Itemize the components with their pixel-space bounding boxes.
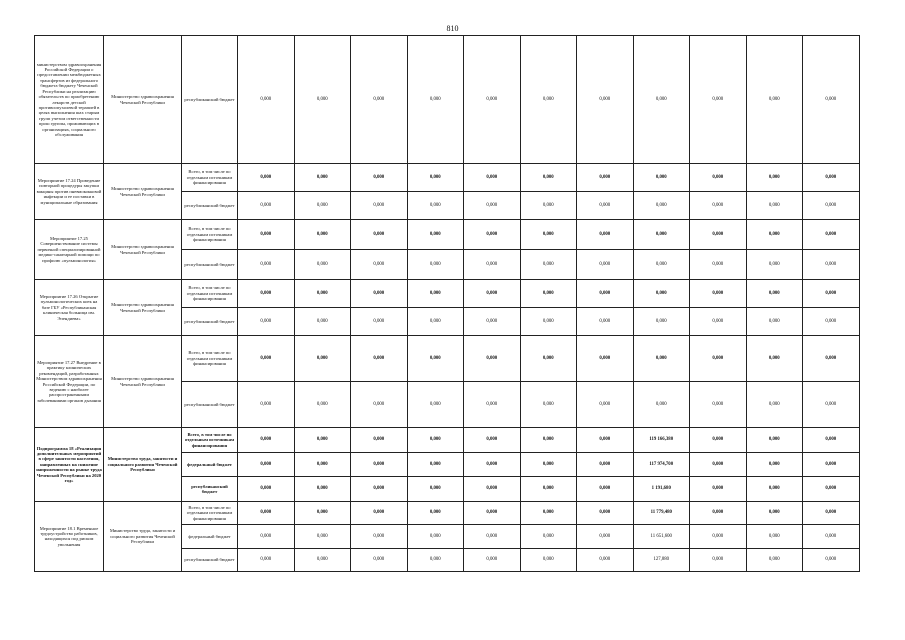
value-cell: 0,000 <box>351 36 408 164</box>
value-cell: 0,000 <box>577 548 634 571</box>
value-cell: 0,000 <box>746 164 803 192</box>
value-cell: 0,000 <box>577 525 634 548</box>
executor-cell: Министерство здравоохранения Чеченской Республики <box>104 164 182 220</box>
value-cell: 0,000 <box>746 477 803 502</box>
value-cell: 0,000 <box>803 192 860 220</box>
executor-cell: Министерство здравоохранения Чеченской Республики <box>104 36 182 164</box>
activity-name-cell: министерством здравоохранения Российской Федерации о предоставлении межбюджетных трансфертов из федерального бюджета бюджету Чеченской Республики на реализацию обязательств по приобретению лекарств детской противоопухолевой терапией в целях выполнения шах старым групп учетом ответственности прош группы, проживающих в организациях, социального обслуживания <box>35 36 104 164</box>
funding-source-cell: республиканский бюджет <box>182 382 238 428</box>
value-cell: 0,000 <box>633 336 690 382</box>
value-cell: 0,000 <box>633 36 690 164</box>
value-cell: 0,000 <box>746 192 803 220</box>
value-cell: 0,000 <box>407 336 464 382</box>
value-cell: 127,880 <box>633 548 690 571</box>
value-cell: 0,000 <box>803 501 860 524</box>
value-cell: 0,000 <box>746 501 803 524</box>
funding-source-cell: республиканский бюджет <box>182 477 238 502</box>
value-cell: 0,000 <box>351 192 408 220</box>
value-cell: 0,000 <box>238 308 295 336</box>
value-cell: 0,000 <box>464 525 521 548</box>
value-cell: 0,000 <box>746 36 803 164</box>
value-cell: 0,000 <box>633 164 690 192</box>
value-cell: 0,000 <box>238 428 295 453</box>
value-cell: 0,000 <box>351 250 408 280</box>
value-cell: 0,000 <box>520 220 577 250</box>
value-cell: 0,000 <box>520 192 577 220</box>
value-cell: 0,000 <box>407 280 464 308</box>
value-cell: 0,000 <box>294 452 351 477</box>
value-cell: 0,000 <box>294 164 351 192</box>
value-cell: 0,000 <box>633 308 690 336</box>
value-cell: 11 779,480 <box>633 501 690 524</box>
activity-name-cell: Мероприятие 18.1 Временное трудоустройство работников, находящихся под риском увольнения <box>35 501 104 571</box>
value-cell: 0,000 <box>351 548 408 571</box>
value-cell: 0,000 <box>633 250 690 280</box>
value-cell: 0,000 <box>238 336 295 382</box>
value-cell: 0,000 <box>520 280 577 308</box>
value-cell: 0,000 <box>746 382 803 428</box>
value-cell: 0,000 <box>464 382 521 428</box>
value-cell: 0,000 <box>407 525 464 548</box>
value-cell: 0,000 <box>520 501 577 524</box>
table-row <box>35 164 860 192</box>
executor-cell: Министерство здравоохранения Чеченской Республики <box>104 220 182 280</box>
value-cell: 0,000 <box>520 382 577 428</box>
value-cell: 0,000 <box>690 164 747 192</box>
page-number: 810 <box>446 24 459 33</box>
value-cell: 0,000 <box>351 428 408 453</box>
value-cell: 0,000 <box>633 220 690 250</box>
value-cell: 0,000 <box>803 308 860 336</box>
value-cell: 0,000 <box>351 164 408 192</box>
value-cell: 0,000 <box>803 548 860 571</box>
value-cell: 0,000 <box>294 280 351 308</box>
value-cell: 0,000 <box>407 477 464 502</box>
value-cell: 0,000 <box>577 192 634 220</box>
funding-source-cell: Всего, в том числе по отдельным источникам финансирования <box>182 280 238 308</box>
value-cell: 0,000 <box>520 164 577 192</box>
value-cell: 0,000 <box>803 164 860 192</box>
value-cell: 0,000 <box>464 36 521 164</box>
value-cell: 0,000 <box>464 428 521 453</box>
value-cell: 0,000 <box>520 477 577 502</box>
table-row <box>35 280 860 308</box>
value-cell: 0,000 <box>633 382 690 428</box>
value-cell: 0,000 <box>294 336 351 382</box>
funding-source-cell: республиканский бюджет <box>182 36 238 164</box>
value-cell: 0,000 <box>351 280 408 308</box>
value-cell: 0,000 <box>294 477 351 502</box>
value-cell: 0,000 <box>407 308 464 336</box>
value-cell: 0,000 <box>577 164 634 192</box>
value-cell: 0,000 <box>464 548 521 571</box>
value-cell: 11 651,600 <box>633 525 690 548</box>
value-cell: 0,000 <box>690 280 747 308</box>
value-cell: 0,000 <box>577 382 634 428</box>
value-cell: 0,000 <box>294 548 351 571</box>
activity-name-cell: Мероприятие 17.24 Проведение повторной процедуры закупки вакцины против пневмококковой инфекции и ее поставки в муниципальные образования <box>35 164 104 220</box>
value-cell: 0,000 <box>238 477 295 502</box>
value-cell: 0,000 <box>407 36 464 164</box>
value-cell: 0,000 <box>803 452 860 477</box>
value-cell: 0,000 <box>746 525 803 548</box>
value-cell: 0,000 <box>746 336 803 382</box>
value-cell: 0,000 <box>746 220 803 250</box>
table-row <box>35 220 860 250</box>
funding-source-cell: республиканский бюджет <box>182 192 238 220</box>
value-cell: 0,000 <box>803 220 860 250</box>
activity-name-cell: Мероприятие 17.26 Открытие пульмонологических коек на базе ГБУ «Республиканская клиническая больница им. Эпендиева» <box>35 280 104 336</box>
value-cell: 0,000 <box>690 548 747 571</box>
value-cell: 0,000 <box>238 452 295 477</box>
value-cell: 0,000 <box>520 452 577 477</box>
value-cell: 0,000 <box>294 220 351 250</box>
value-cell: 0,000 <box>746 548 803 571</box>
value-cell: 0,000 <box>407 382 464 428</box>
value-cell: 0,000 <box>577 308 634 336</box>
value-cell: 0,000 <box>294 382 351 428</box>
value-cell: 0,000 <box>238 36 295 164</box>
funding-source-cell: республиканский бюджет <box>182 308 238 336</box>
value-cell: 0,000 <box>238 525 295 548</box>
value-cell: 0,000 <box>520 336 577 382</box>
value-cell: 0,000 <box>464 336 521 382</box>
value-cell: 0,000 <box>464 164 521 192</box>
value-cell: 0,000 <box>746 308 803 336</box>
value-cell: 0,000 <box>407 501 464 524</box>
value-cell: 0,000 <box>633 280 690 308</box>
value-cell: 0,000 <box>803 36 860 164</box>
value-cell: 0,000 <box>803 428 860 453</box>
value-cell: 0,000 <box>577 452 634 477</box>
value-cell: 0,000 <box>294 250 351 280</box>
value-cell: 0,000 <box>294 525 351 548</box>
budget-table <box>34 35 860 572</box>
value-cell: 0,000 <box>746 250 803 280</box>
value-cell: 0,000 <box>690 382 747 428</box>
value-cell: 0,000 <box>407 220 464 250</box>
value-cell: 0,000 <box>690 220 747 250</box>
value-cell: 0,000 <box>238 192 295 220</box>
value-cell: 0,000 <box>746 452 803 477</box>
value-cell: 0,000 <box>238 280 295 308</box>
value-cell: 0,000 <box>464 477 521 502</box>
value-cell: 0,000 <box>803 336 860 382</box>
value-cell: 117 974,700 <box>633 452 690 477</box>
value-cell: 0,000 <box>407 548 464 571</box>
value-cell: 0,000 <box>238 164 295 192</box>
value-cell: 0,000 <box>577 220 634 250</box>
activity-name-cell: Мероприятие 17.25 Совершенствование системы первичной специализированной медико-санитарной помощи по профилю «пульмонология» <box>35 220 104 280</box>
value-cell: 0,000 <box>690 192 747 220</box>
value-cell: 0,000 <box>294 36 351 164</box>
value-cell: 0,000 <box>351 477 408 502</box>
funding-source-cell: Всего, в том числе по отдельным источникам финансирования <box>182 336 238 382</box>
value-cell: 0,000 <box>294 501 351 524</box>
value-cell: 0,000 <box>238 501 295 524</box>
value-cell: 0,000 <box>520 250 577 280</box>
value-cell: 0,000 <box>407 250 464 280</box>
value-cell: 0,000 <box>690 525 747 548</box>
value-cell: 0,000 <box>520 36 577 164</box>
value-cell: 0,000 <box>294 428 351 453</box>
value-cell: 0,000 <box>577 336 634 382</box>
value-cell: 0,000 <box>407 452 464 477</box>
value-cell: 0,000 <box>690 477 747 502</box>
value-cell: 119 166,380 <box>633 428 690 453</box>
value-cell: 0,000 <box>464 192 521 220</box>
value-cell: 0,000 <box>803 280 860 308</box>
value-cell: 0,000 <box>520 548 577 571</box>
activity-name-cell: Мероприятие 17.27 Внедрение в практику клинических рекомендаций, разработанных Министерством здравоохранения Российской Федерации, по ведению с наиболее распространенными заболеваниями органов дыхания <box>35 336 104 428</box>
value-cell: 0,000 <box>238 382 295 428</box>
value-cell: 0,000 <box>464 250 521 280</box>
value-cell: 0,000 <box>803 525 860 548</box>
funding-source-cell: федеральный бюджет <box>182 452 238 477</box>
executor-cell: Министерство труда, занятости и социального развития Чеченской Республики <box>104 501 182 571</box>
value-cell: 0,000 <box>238 548 295 571</box>
value-cell: 0,000 <box>464 452 521 477</box>
value-cell: 0,000 <box>690 336 747 382</box>
funding-source-cell: Всего, в том числе по отдельным источникам финансирования <box>182 220 238 250</box>
value-cell: 0,000 <box>577 428 634 453</box>
value-cell: 0,000 <box>577 477 634 502</box>
value-cell: 0,000 <box>633 192 690 220</box>
value-cell: 0,000 <box>464 280 521 308</box>
funding-source-cell: федеральный бюджет <box>182 525 238 548</box>
funding-source-cell: республиканский бюджет <box>182 548 238 571</box>
value-cell: 0,000 <box>803 477 860 502</box>
table-row <box>35 36 860 164</box>
value-cell: 0,000 <box>746 428 803 453</box>
value-cell: 0,000 <box>351 382 408 428</box>
value-cell: 0,000 <box>520 308 577 336</box>
executor-cell: Министерство здравоохранения Чеченской Республики <box>104 280 182 336</box>
value-cell: 0,000 <box>520 525 577 548</box>
table-row <box>35 428 860 453</box>
value-cell: 0,000 <box>351 452 408 477</box>
value-cell: 0,000 <box>294 192 351 220</box>
executor-cell: Министерство труда, занятости и социального развития Чеченской Республики <box>104 428 182 502</box>
value-cell: 0,000 <box>351 308 408 336</box>
funding-source-cell: Всего, в том числе по отдельным источникам финансирования <box>182 428 238 453</box>
value-cell: 0,000 <box>803 382 860 428</box>
value-cell: 0,000 <box>464 220 521 250</box>
value-cell: 0,000 <box>690 250 747 280</box>
value-cell: 0,000 <box>407 192 464 220</box>
value-cell: 0,000 <box>238 220 295 250</box>
value-cell: 0,000 <box>577 250 634 280</box>
value-cell: 0,000 <box>690 452 747 477</box>
value-cell: 0,000 <box>690 428 747 453</box>
funding-source-cell: республиканский бюджет <box>182 250 238 280</box>
value-cell: 0,000 <box>351 220 408 250</box>
funding-source-cell: Всего, в том числе по отдельным источникам финансирования <box>182 164 238 192</box>
value-cell: 1 191,680 <box>633 477 690 502</box>
value-cell: 0,000 <box>803 250 860 280</box>
value-cell: 0,000 <box>407 164 464 192</box>
value-cell: 0,000 <box>294 308 351 336</box>
value-cell: 0,000 <box>351 525 408 548</box>
value-cell: 0,000 <box>351 501 408 524</box>
value-cell: 0,000 <box>690 308 747 336</box>
table-row <box>35 501 860 524</box>
value-cell: 0,000 <box>690 36 747 164</box>
value-cell: 0,000 <box>464 308 521 336</box>
value-cell: 0,000 <box>577 280 634 308</box>
executor-cell: Министерство здравоохранения Чеченской Республики <box>104 336 182 428</box>
value-cell: 0,000 <box>351 336 408 382</box>
value-cell: 0,000 <box>690 501 747 524</box>
value-cell: 0,000 <box>464 501 521 524</box>
funding-source-cell: Всего, в том числе по отдельным источникам финансирования <box>182 501 238 524</box>
value-cell: 0,000 <box>577 501 634 524</box>
value-cell: 0,000 <box>407 428 464 453</box>
value-cell: 0,000 <box>746 280 803 308</box>
table-row <box>35 336 860 382</box>
value-cell: 0,000 <box>577 36 634 164</box>
value-cell: 0,000 <box>520 428 577 453</box>
activity-name-cell: Подпрограмма 18 «Реализация дополнительных мероприятий в сфере занятости населения, направленных на снижение напряженности на рынке труда Чеченской Республики на 2020 год» <box>35 428 104 502</box>
value-cell: 0,000 <box>238 250 295 280</box>
